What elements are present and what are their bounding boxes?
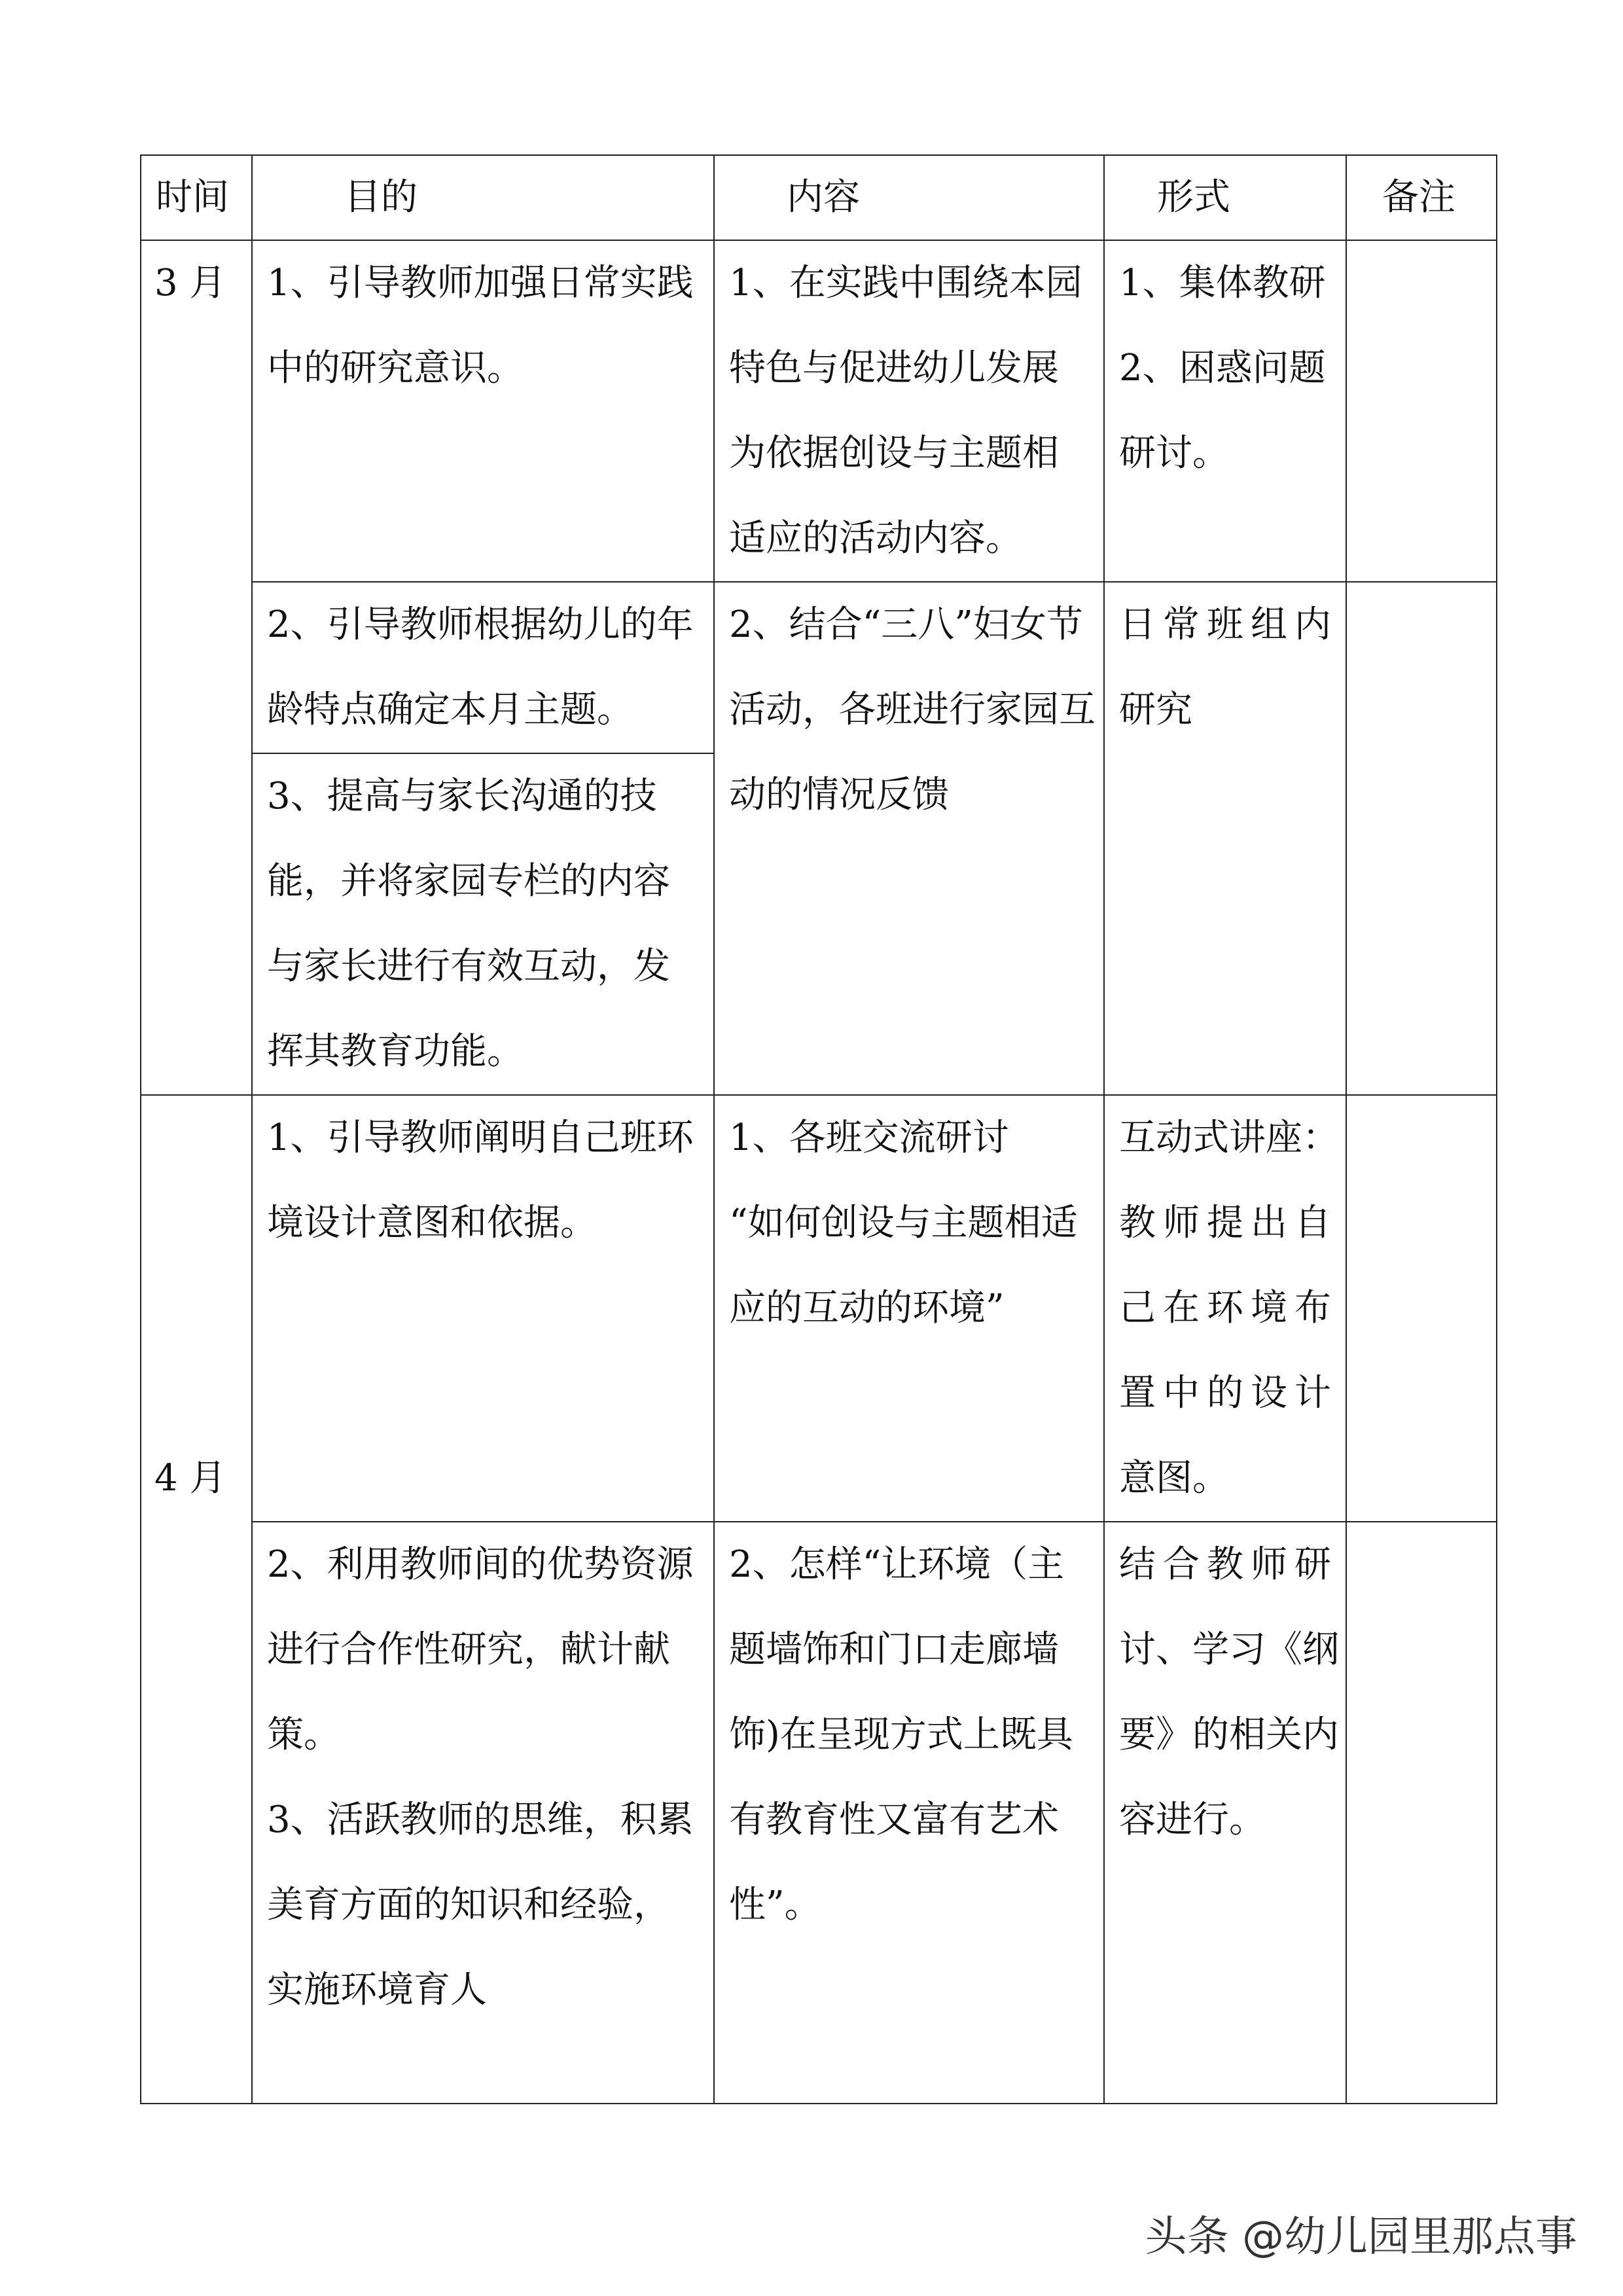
april-content-2: 2、怎样“让环境（主 题墙饰和门口走廊墙 饰)在呈现方式上既具 有教育性又富有艺术 性”。 [714, 1522, 1104, 2104]
march-note-1 [1346, 240, 1497, 582]
march-content-1: 1、在实践中围绕本园 特色与促进幼儿发展 为依据创设与主题相 适应的活动内容。 [714, 240, 1104, 582]
march-time-cell: 3 月 [141, 240, 252, 1095]
march-note-2 [1346, 582, 1497, 1095]
april-note-2 [1346, 1522, 1497, 2104]
april-goal-2: 2、利用教师间的优势资源 进行合作性研究，献计献 策。 3、活跃教师的思维，积累 美育方面的知识和经验， 实施环境育人 [252, 1522, 714, 2104]
march-row-2 [141, 582, 1497, 753]
header-row [141, 155, 1497, 240]
april-goal-1: 1、引导教师阐明自己班环 境设计意图和依据。 [252, 1095, 714, 1522]
march-goal-2: 2、引导教师根据幼儿的年 龄特点确定本月主题。 [252, 582, 714, 753]
header-note: 备注 [1346, 155, 1497, 240]
april-time-cell: 4 月 [141, 1095, 252, 2104]
watermark: 头条 @幼儿园里那点事 [1145, 2213, 1577, 2261]
header-form: 形式 [1104, 155, 1346, 240]
april-row-2 [141, 1522, 1497, 2104]
april-content-1: 1、各班交流研讨 “如何创设与主题相适 应的互动的环境” [714, 1095, 1104, 1522]
april-form-1: 互动式讲座： 教师提出自 己在环境布 置中的设计 意图。 [1104, 1095, 1346, 1522]
april-note-1 [1346, 1095, 1497, 1522]
april-row-1 [141, 1095, 1497, 1522]
header-time: 时间 [141, 155, 252, 240]
header-content: 内容 [714, 155, 1104, 240]
research-plan-table [140, 154, 1497, 2104]
march-form-1: 1、集体教研 2、困惑问题 研讨。 [1104, 240, 1346, 582]
april-form-2: 结合教师研 讨、学习《纲 要》的相关内 容进行。 [1104, 1522, 1346, 2104]
header-goal: 目的 [252, 155, 714, 240]
march-form-2: 日常班组内 研究 [1104, 582, 1346, 1095]
march-row-1 [141, 240, 1497, 582]
march-goal-1: 1、引导教师加强日常实践 中的研究意识。 [252, 240, 714, 582]
march-content-2: 2、结合“三八”妇女节 活动，各班进行家园互 动的情况反馈 [714, 582, 1104, 1095]
march-goal-3: 3、提高与家长沟通的技 能，并将家园专栏的内容 与家长进行有效互动，发 挥其教育功能。 [252, 753, 714, 1095]
